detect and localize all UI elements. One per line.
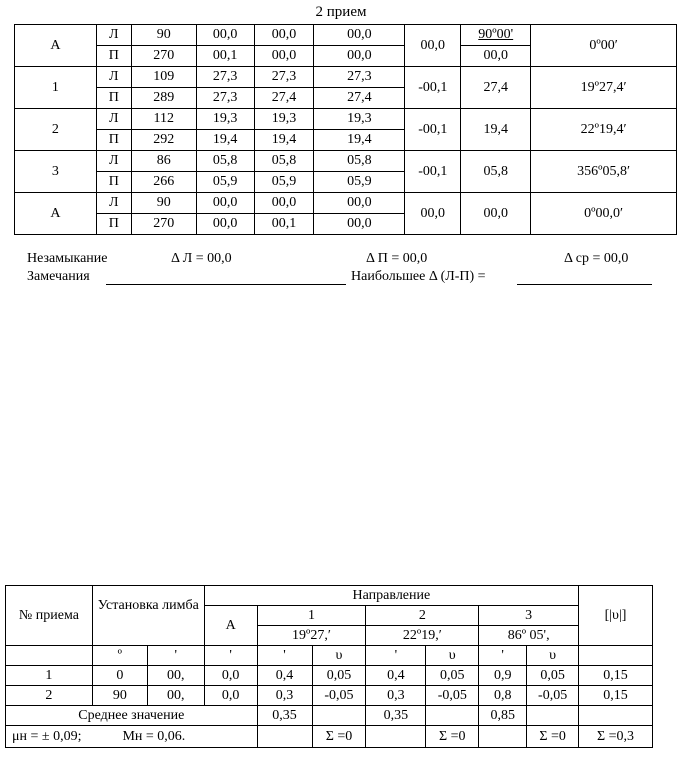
mean-label: Среднее значение (6, 706, 258, 726)
header-direction: Направление (204, 586, 578, 606)
table-row: П 289 27,3 27,4 27,4 (15, 88, 677, 109)
collimation-cell: 00,0 (405, 193, 461, 235)
table-row: П 270 00,0 00,1 00,0 (15, 214, 677, 235)
max-delta-line (517, 284, 652, 285)
misclosure-label: Незамыкание (27, 251, 108, 266)
mu-value: μн = ± 0,09; (12, 728, 82, 744)
collimation-cell: -00,1 (405, 67, 461, 109)
reduced-direction: 0º00,0′ (531, 193, 677, 235)
reduced-direction: 19º27,4′ (531, 67, 677, 109)
reduced-direction: 22º19,4′ (531, 109, 677, 151)
direction-cell: 19,4 (461, 109, 531, 151)
station-cell: 3 (15, 151, 97, 193)
station-cell: А (15, 193, 97, 235)
delta-P: Δ П = 00,0 (366, 251, 428, 266)
direction-cell: 05,8 (461, 151, 531, 193)
station-cell: 2 (15, 109, 97, 151)
table-row: 1 0 00, 0,0 0,4 0,05 0,4 0,05 0,9 0,05 0,15 (6, 666, 653, 686)
station-cell: А (15, 25, 97, 67)
table-row: А Л 90 00,0 00,0 00,0 00,0 90º00' 0º00′ (15, 25, 677, 46)
direction-top: 90º00' (461, 25, 531, 46)
header-a: А (204, 606, 257, 646)
mean-row: Среднее значение 0,35 0,35 0,85 (6, 706, 653, 726)
max-delta-label: Наибольшее Δ (Л-П) = (351, 269, 486, 284)
collimation-cell: -00,1 (405, 109, 461, 151)
error-estimates (6, 726, 258, 748)
table-row: 1 Л 109 27,3 27,3 27,3 -00,1 27,4 19º27,4′ (15, 67, 677, 88)
table-row: А Л 90 00,0 00,0 00,0 00,0 00,0 0º00,0′ (15, 193, 677, 214)
totals-row: μн = ± 0,09; Мн = 0,06. Σ =0 Σ =0 Σ =0 Σ =0,3 (6, 726, 653, 748)
header-number: № приема (6, 586, 93, 646)
reduced-direction: 356º05,8′ (531, 151, 677, 193)
collimation-cell: -00,1 (405, 151, 461, 193)
delta-L: Δ Л = 00,0 (171, 251, 232, 266)
table-row: 2 Л 112 19,3 19,3 19,3 -00,1 19,4 22º19,4′ (15, 109, 677, 130)
direction-cell: 00,0 (461, 193, 531, 235)
header-abs-v: [|υ|] (579, 586, 653, 646)
direction-cell: 27,4 (461, 67, 531, 109)
header-dir-1: 19º27,′ (257, 626, 366, 646)
adjustment-table: № приема Установка лимба Направление [|υ|] А 1 2 3 19º27,′ 22º19,′ 86º 05', º ' ' ' υ ' υ ' υ 1 0 00, 0,0 0,4 0,05 0,4 0,05 0,9 0,05 0,15 2 90 00, 0,0 0,3 -0,05 0,3 -0,05 0,8 -0,05 0,15 Среднее значение 0,35 0,35 0,85 μн = ± 0,09; Мн = 0,06. Σ =0 Σ =0 Σ =0 Σ =0,3 (5, 585, 653, 748)
header-dir-3: 86º 05', (479, 626, 579, 646)
observation-table (14, 24, 677, 235)
reduced-direction: 0º00′ (531, 25, 677, 67)
table-row: П 266 05,9 05,9 05,9 (15, 172, 677, 193)
station-cell: 1 (15, 67, 97, 109)
sub-header-row: º ' ' ' υ ' υ ' υ (6, 646, 653, 666)
page-heading: 2 прием (315, 4, 367, 20)
table-row: 2 90 00, 0,0 0,3 -0,05 0,3 -0,05 0,8 -0,05 0,15 (6, 686, 653, 706)
direction-bottom: 00,0 (461, 46, 531, 67)
delta-avg: Δ ср = 00,0 (564, 251, 629, 266)
collimation-cell: 00,0 (405, 25, 461, 67)
header-limb: Установка лимба (92, 586, 204, 646)
m-value: Мн = 0,06. (122, 728, 186, 744)
table-row: 3 Л 86 05,8 05,8 05,8 -00,1 05,8 356º05,8′ (15, 151, 677, 172)
header-dir-2: 22º19,′ (366, 626, 479, 646)
table-row: П 270 00,1 00,0 00,0 00,0 (15, 46, 677, 67)
table-row: П 292 19,4 19,4 19,4 (15, 130, 677, 151)
remarks-line (106, 284, 346, 285)
remarks-label: Замечания (27, 269, 90, 284)
